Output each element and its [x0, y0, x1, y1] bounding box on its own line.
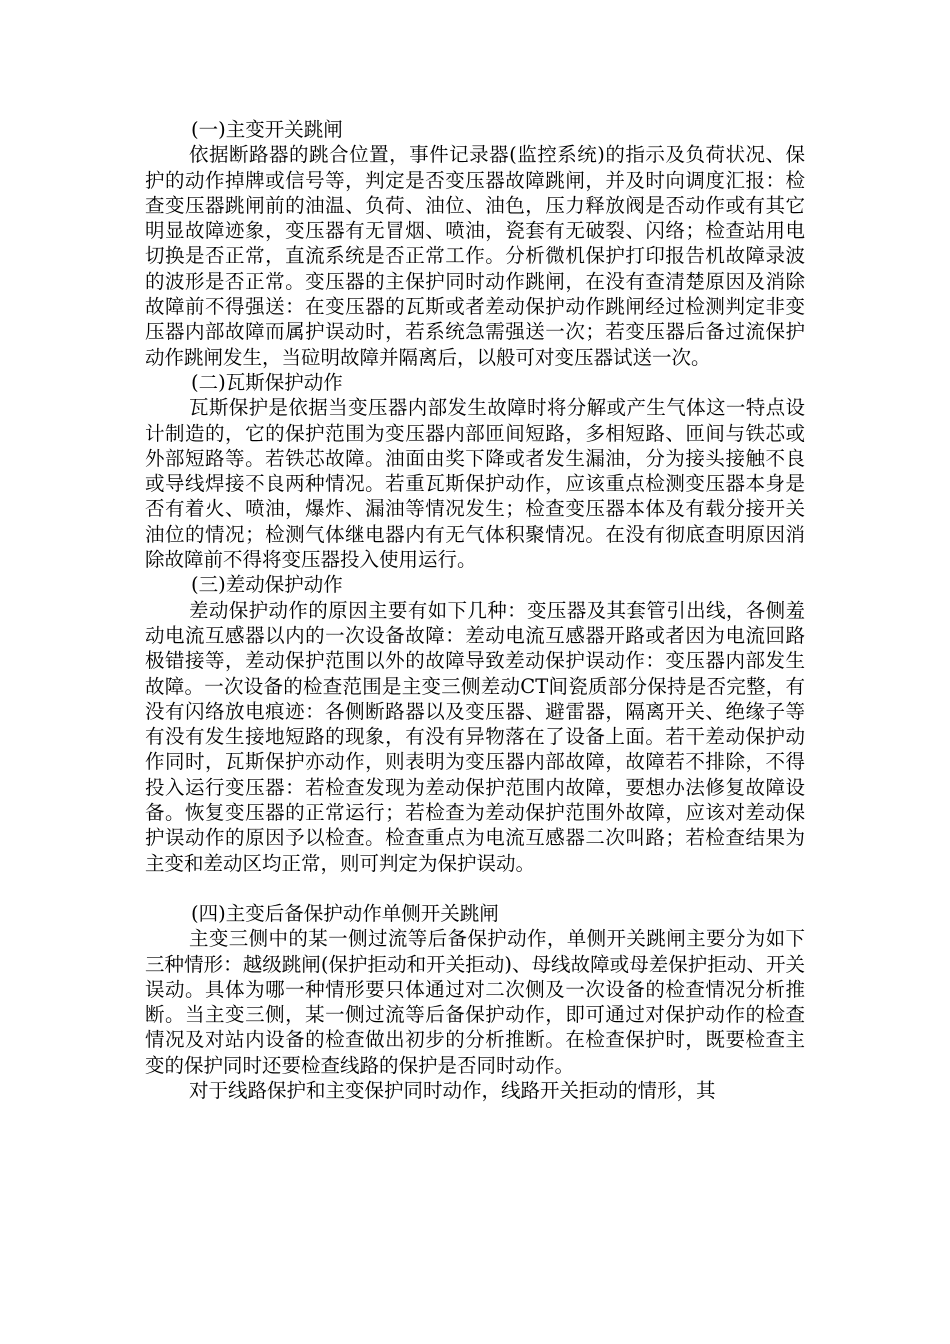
document-body: [145, 117, 805, 1103]
section-4-paragraph-2: 对于线路保护和主变保护同时动作，线路开关拒动的情形，其: [189, 1078, 716, 1102]
section-2-paragraph-1: 瓦斯保护是依据当变压器内部发生故障时将分解或产生气体这一特点设计制造的，它的保护范围为变压器内部匝间短路，多相短路、匝间与铁芯或外部短路等。若铁芯故障。油面由奖下降或者发生漏油，分为接头接触不良或导线焊接不良两种情况。若重瓦斯保护动作，应该重点检测变压器本身是否有着火、喷油，爆炸、漏油等情况发生；检查变压器本体及有载分接开关油位的情况；检测气体继电器内有无气体积聚情况。在没有彻底查明原因消除故障前不得将变压器投入使用运行。: [145, 396, 805, 572]
section-4-paragraph-1: 主变三侧中的某一侧过流等后备保护动作，单侧开关跳闸主要分为如下三种情形：越级跳闸(保护拒动和开关拒动)、母线故障或母差保护拒动、开关误动。具体为哪一种情形要只体通过对二次侧及一次设备的检查情况分析推断。当主变三侧，某一侧过流等后备保护动作，即可通过对保护动作的检查情况及对站内设备的检查做出初步的分析推断。在检查保护时，既要检查主变的保护同时还要检查线路的保护是否同时动作。: [145, 927, 805, 1077]
paragraph-gap: [145, 876, 805, 901]
section-4-heading: (四)主变后备保护动作单侧开关跳闸: [191, 901, 499, 925]
section-1-heading: (一)主变开关跳闸: [191, 118, 343, 141]
section-1-paragraph-1: 依据断路器的跳合位置，事件记录器(监控系统)的指示及负荷状况、保护的动作掉牌或信号等，判定是否变压器故障跳闸，并及时向调度汇报：检查变压器跳闸前的油温、负荷、油位、油色，压力释放阀是否动作或有其它明显故障迹象，变压器有无冒烟、喷油，瓷套有无破裂、闪络；检查站用电切换是否正常，直流系统是否正常工作。分析微机保护打印报告机故障录波的波形是否正常。变压器的主保护同时动作跳闸，在没有查清楚原因及消除故障前不得强送：在变压器的瓦斯或者差动保护动作跳闸经过检测判定非变压器内部故障而属护误动时，若系统急需强送一次；若变压器后备过流保护动作跳闸发生，当砬明故障并隔离后，以般可对变压器试送一次。: [145, 143, 805, 369]
section-2-heading: (二)瓦斯保护动作: [191, 370, 343, 394]
section-3-heading: (三)差动保护动作: [191, 573, 343, 597]
section-3-paragraph-1: 差动保护动作的原因主要有如下几种：变压器及其套管引出线，各侧羞动电流互感器以内的一次设备故障：差动电流互感器开路或者因为电流回路极错接等，差动保护范围以外的故障导致差动保护误动作：变压器内部发生故障。一次设备的检查范围是主变三侧差动CT间瓷质部分保持是否完整，有没有闪络放电痕迹：各侧断路器以及变压器、避雷器，隔离开关、绝缘子等有没有发生接地短路的现象，有没有异物落在了设备上面。若干差动保护动作同时，瓦斯保护亦动作，则表明为变压器内部故障，故障若不排除，不得投入运行变压器：若检查发现为差动保护范围内故障，要想办法修复故障设备。恢复变压器的正常运行；若检查为差动保护范围外故障，应该对差动保护误动作的原因予以检查。检查重点为电流互感器二次叫路；若检查结果为主变和差动区均正常，则可判定为保护误动。: [145, 598, 805, 875]
